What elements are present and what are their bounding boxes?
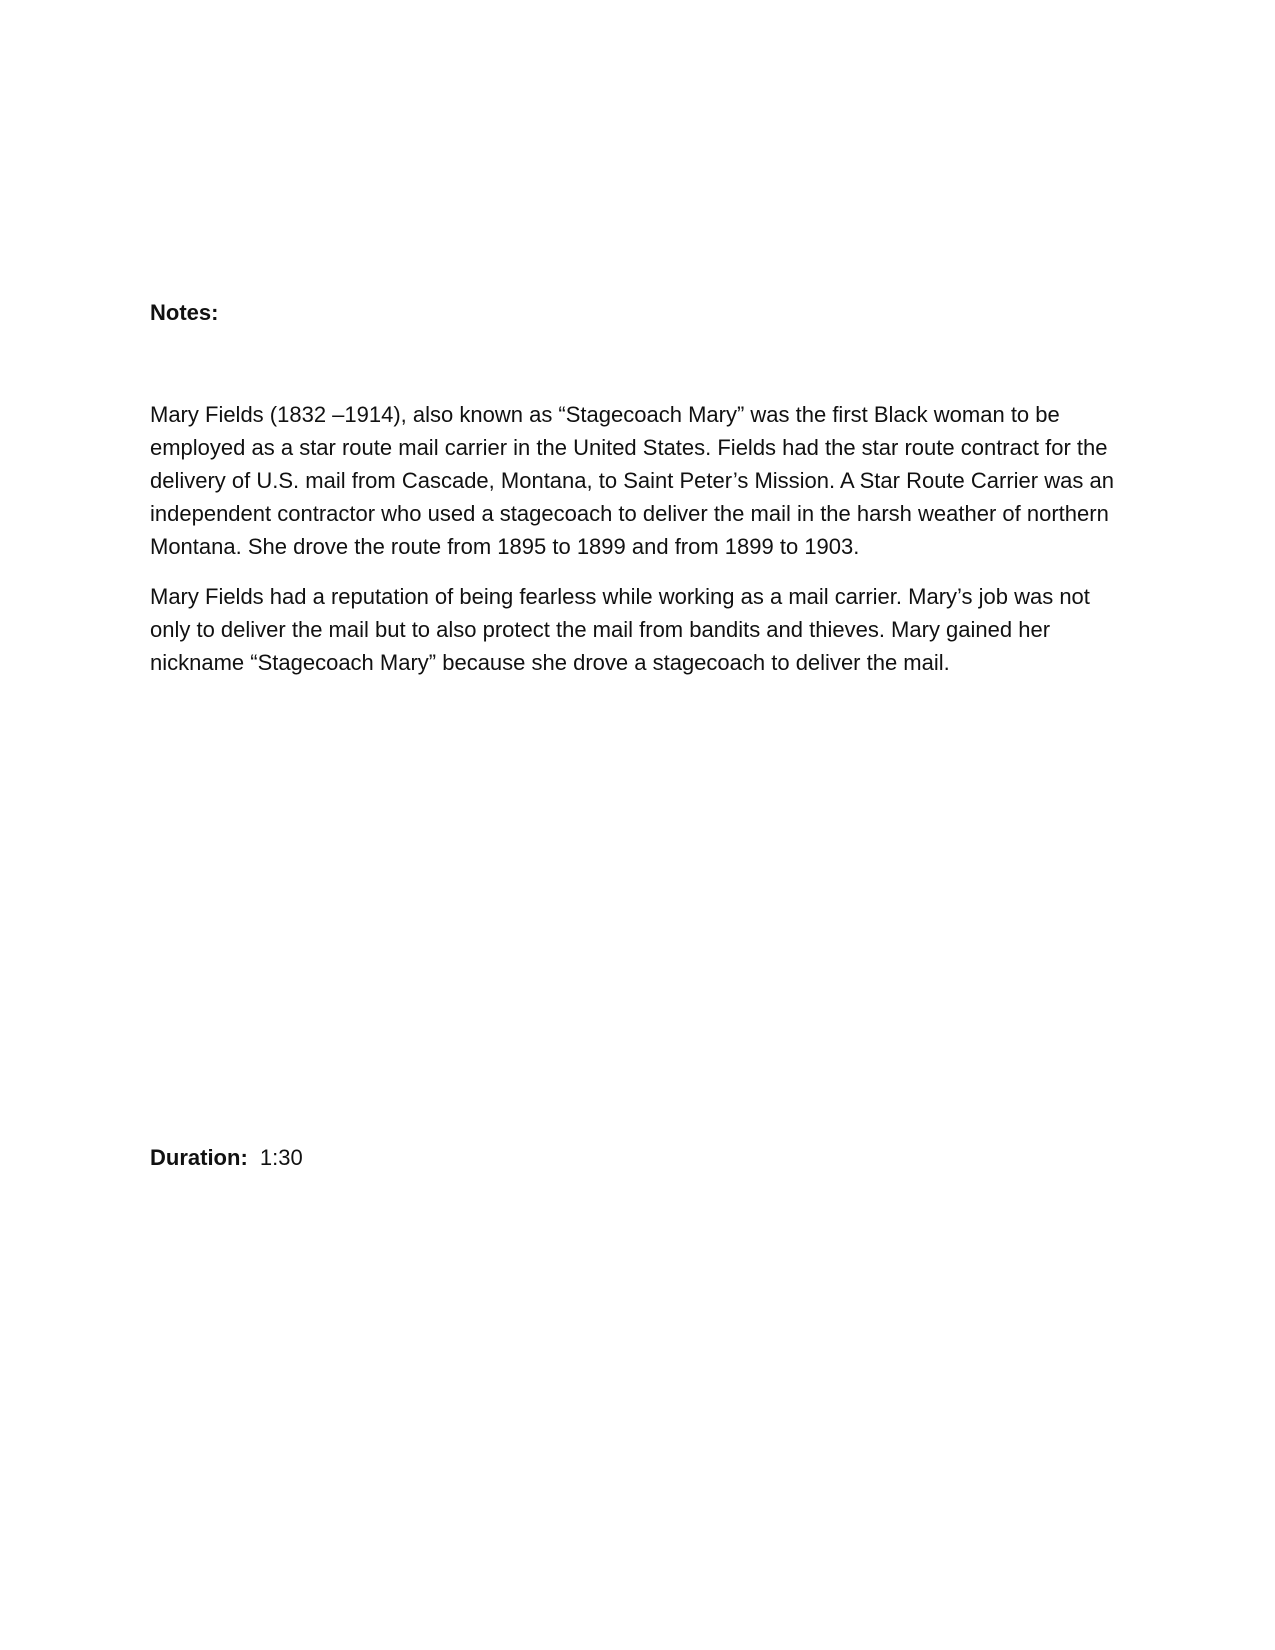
duration-value: 1:30 — [259, 1145, 303, 1170]
notes-heading: Notes: — [150, 300, 219, 325]
notes-body — [150, 398, 1130, 696]
notes-paragraph-1: Mary Fields (1832 –1914), also known as “Stagecoach Mary” was the first Black woman to be employed as a star route mail carrier in the United States. Fields had the star route contract for the delivery of U.S. mail from Cascade, Montana, to Saint Peter’s Mission. A Star Route Carrier was an independent contractor who used a stagecoach to deliver the mail in the harsh weather of northern Montana. She drove the route from 1895 to 1899 and from 1899 to 1903. — [150, 402, 1114, 559]
duration-label: Duration: — [150, 1145, 248, 1170]
duration-line — [150, 1143, 303, 1173]
notes-paragraph-2: Mary Fields had a reputation of being fearless while working as a mail carrier. Mary’s job was not only to deliver the mail but to also protect the mail from bandits and thieves. Mary gained her nickname “Stagecoach Mary” because she drove a stagecoach to deliver the mail. — [150, 584, 1090, 675]
